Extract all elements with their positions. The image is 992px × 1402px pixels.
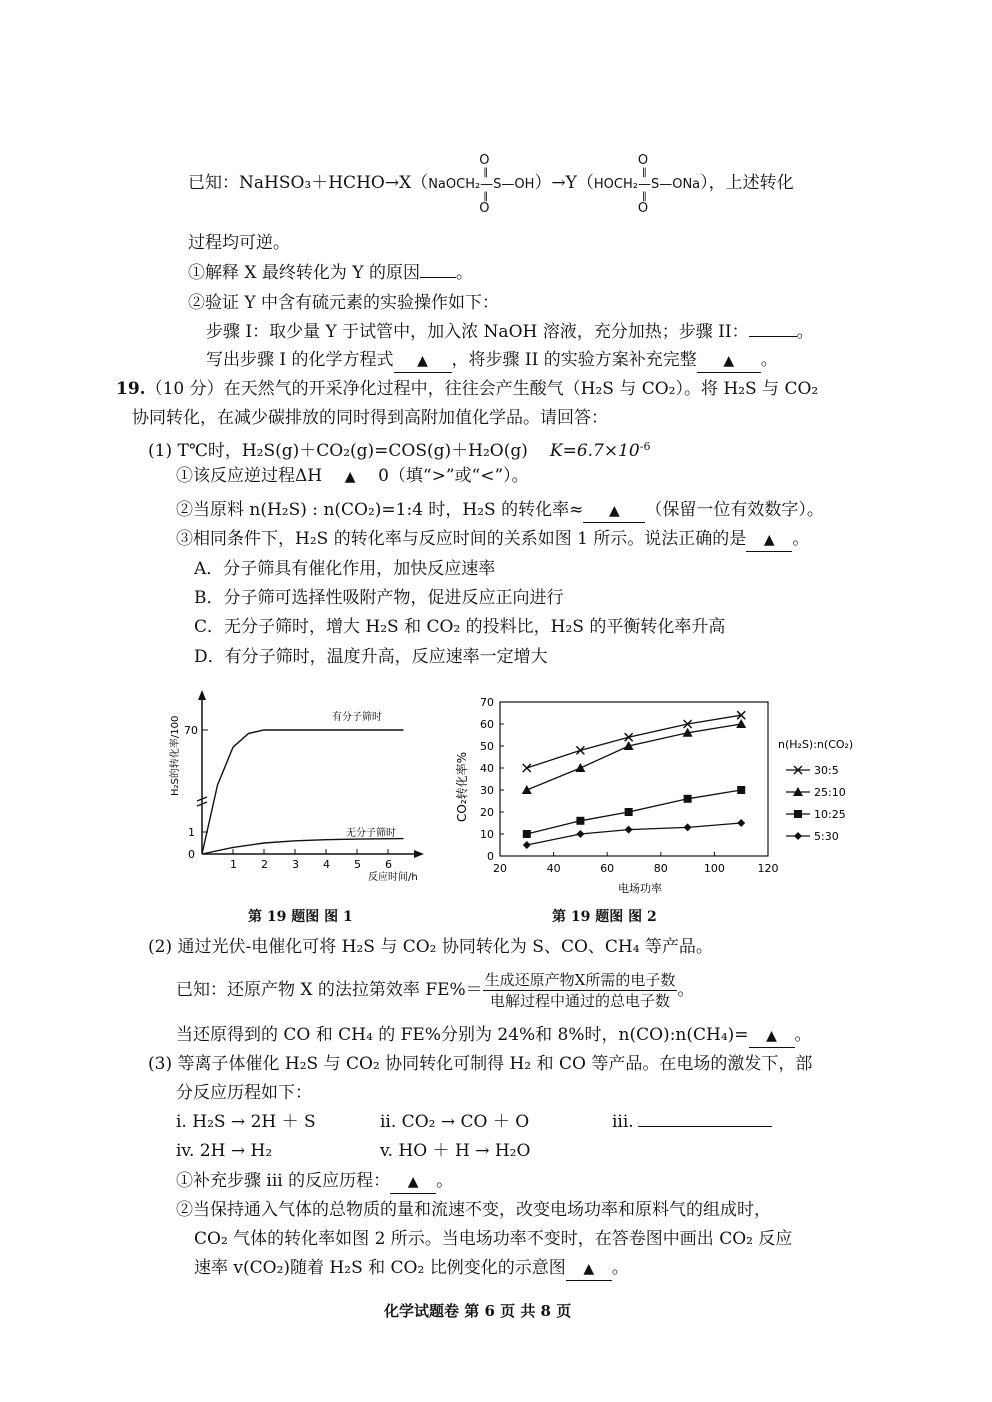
q19-p2-known: 已知：还原产物 X 的法拉第效率 FE%＝ $\frac{\text{生成还原产物X所需的电子数}}{\text{电解过程中通过的总电子数}}$ 。 xyxy=(176,971,695,1010)
fig2-y-tick-label: 30 xyxy=(480,784,494,797)
fig2-data-point xyxy=(737,786,745,794)
answer-blank[interactable] xyxy=(583,499,645,523)
triangle-mark-icon: ▲ xyxy=(763,532,775,548)
fig1-y-tick-label: 1 xyxy=(188,826,195,839)
q18-write: 写出步骤 I 的化学方程式 ▲ ，将步骤 II 的实验方案补充完整 ▲ 。 xyxy=(206,349,778,373)
q19-p1-2: ②当原料 n(H₂S) : n(CO₂)=1:4 时，H₂S 的转化率≈ ▲ （保留一位有效数字）。 xyxy=(176,499,824,523)
figure-2-chart xyxy=(448,692,868,902)
q19-p1-3: ③相同条件下，H₂S 的转化率与反应时间的关系如图 1 所示。说法正确的是 ▲ 。 xyxy=(176,528,809,552)
known-reaction xyxy=(188,153,794,216)
fig2-x-tick-label: 60 xyxy=(600,862,615,875)
q19-p1-head: (1) T℃时，H₂S(g)＋CO₂(g)=COS(g)＋H₂O(g) $K=6.7\times 10^{-6}$ xyxy=(148,440,651,461)
fig2-legend-title: n(H₂S):n(CO₂) xyxy=(778,738,854,751)
triangle-mark-icon: ▲ xyxy=(723,353,735,369)
fe-numerator: 生成还原产物X所需的电子数 xyxy=(484,971,676,989)
fig1-x-tick-label: 1 xyxy=(230,858,237,871)
q18-step: 步骤 I：取少量 Y 于试管中，加入浓 NaOH 溶液，充分加热；步骤 II： 。 xyxy=(206,322,814,342)
figure-2-caption: 第 19 题图 图 2 xyxy=(552,909,657,925)
figure-1-plot xyxy=(168,690,424,883)
structure-x: NaOCH₂—S—OH O ‖ ‖ O xyxy=(428,174,534,196)
fig2-y-tick-label: 60 xyxy=(480,718,494,731)
fig1-y-axis-label: H₂S的转化率/100 xyxy=(170,715,181,796)
fig2-data-point xyxy=(625,826,633,834)
structure-x-o-top: O xyxy=(479,153,490,168)
q18-item1: ①解释 X 最终转化为 Y 的原因 。 xyxy=(188,263,473,283)
fig2-data-point xyxy=(523,764,531,772)
structure-y: HOCH₂—S—ONa O ‖ ‖ O xyxy=(594,174,700,196)
fig2-series-line-10:25 xyxy=(527,790,741,834)
fig1-series-label-with-sieve: 有分子筛时 xyxy=(332,712,382,723)
answer-blank[interactable] xyxy=(394,349,452,373)
fig2-x-axis-label: 电场功率 xyxy=(618,882,662,895)
answer-blank[interactable] xyxy=(638,1126,772,1127)
q19-p3-q1: ①补充步骤 iii 的反应历程： ▲ 。 xyxy=(176,1170,453,1194)
fig2-data-point xyxy=(684,823,692,831)
fig1-y-tick-label: 70 xyxy=(184,724,198,737)
known-suffix: ），上述转化 xyxy=(700,173,794,193)
option-a: A．分子筛具有催化作用，加快反应速率 xyxy=(194,559,496,579)
known-prefix: 已知：NaHSO₃＋HCHO→X（ xyxy=(188,173,429,193)
structure-y-double-bottom: ‖ xyxy=(641,191,647,202)
triangle-mark-icon: ▲ xyxy=(583,1261,595,1277)
fig1-series-label-without-sieve: 无分子筛时 xyxy=(346,828,396,839)
fig2-legend-marker xyxy=(794,810,802,818)
triangle-mark-icon: ▲ xyxy=(344,469,356,485)
fig1-x-tick-label: 3 xyxy=(292,858,299,871)
q19-p3-q2-line1: ②当保持通入气体的总物质的量和流速不变，改变电场功率和原料气的组成时， xyxy=(176,1200,771,1220)
figure-1-chart xyxy=(160,688,450,898)
fig2-y-tick-label: 40 xyxy=(480,762,494,775)
fig2-y-tick-label: 20 xyxy=(480,806,494,819)
answer-blank[interactable] xyxy=(749,336,797,337)
fig2-y-tick-label: 10 xyxy=(480,828,494,841)
fig2-x-tick-label: 100 xyxy=(703,862,725,875)
reaction-step-iv: iv. 2H → H₂ xyxy=(176,1141,273,1161)
page-footer: 化学试题卷 第 6 页 共 8 页 xyxy=(384,1302,572,1320)
fig2-data-point xyxy=(523,841,531,849)
fig2-legend-label: 25:10 xyxy=(814,786,846,799)
fig2-x-tick-label: 20 xyxy=(493,862,507,875)
structure-x-double-bottom: ‖ xyxy=(483,191,489,202)
known-mid: ）→Y（ xyxy=(534,173,594,193)
fig2-x-tick-label: 80 xyxy=(653,862,668,875)
fig1-x-axis-label: 反应时间/h xyxy=(368,872,418,883)
fig1-x-tick-label: 2 xyxy=(261,858,268,871)
fig2-data-point xyxy=(576,746,584,754)
fig2-data-point xyxy=(523,830,531,838)
triangle-mark-icon: ▲ xyxy=(417,353,428,369)
fig2-data-point xyxy=(737,819,745,827)
q19-intro-line2: 协同转化，在减少碳排放的同时得到高附加值化学品。请回答： xyxy=(132,408,608,428)
fig1-x-arrow-icon xyxy=(414,850,424,858)
option-b: B．分子筛可选择性吸附产物，促进反应正向进行 xyxy=(194,588,564,608)
fig2-y-tick-label: 70 xyxy=(480,696,494,709)
q19-p2: (2) 通过光伏-电催化可将 H₂S 与 CO₂ 协同转化为 S、CO、CH₄ 等产品。 xyxy=(148,937,713,957)
answer-blank[interactable] xyxy=(746,528,792,552)
structure-y-double-top: ‖ xyxy=(641,167,647,178)
fig2-y-tick-label: 0 xyxy=(487,850,494,863)
answer-blank[interactable] xyxy=(390,1170,436,1194)
reaction-step-v: v. HO ＋ H → H₂O xyxy=(380,1141,531,1161)
q19-p1-1: ①该反应逆过程ΔH ▲ 0（填“>”或“<”）。 xyxy=(176,466,529,486)
answer-blank[interactable] xyxy=(322,465,378,488)
structure-x-double-top: ‖ xyxy=(483,167,489,178)
answer-blank[interactable] xyxy=(566,1257,612,1281)
fig1-y-tick-label: 0 xyxy=(188,848,195,861)
fig1-x-tick-label: 4 xyxy=(323,858,330,871)
q19-p3-q2-line2: CO₂ 气体的转化率如图 2 所示。当电场功率不变时，在答卷图中画出 CO₂ 反应 xyxy=(194,1229,793,1249)
option-c: C．无分子筛时，增大 H₂S 和 CO₂ 的投料比，H₂S 的平衡转化率升高 xyxy=(194,617,726,637)
structure-y-o-top: O xyxy=(637,153,649,168)
fig2-x-tick-label: 120 xyxy=(757,862,779,875)
fig2-data-point xyxy=(684,795,692,803)
fig2-legend-label: 10:25 xyxy=(814,808,846,821)
fig2-data-point xyxy=(736,719,746,728)
fig1-series-without-sieve xyxy=(202,839,404,854)
fig2-legend-marker xyxy=(794,832,802,840)
fig2-data-point xyxy=(575,763,585,772)
structure-x-o-bottom: O xyxy=(479,201,490,216)
q18-item2: ②验证 Y 中含有硫元素的实验操作如下： xyxy=(188,293,500,313)
fig2-data-point xyxy=(625,808,633,816)
fe-fraction xyxy=(483,970,678,1011)
answer-blank[interactable] xyxy=(697,349,761,373)
fig2-legend-label: 30:5 xyxy=(814,764,839,777)
fig2-series-line-30:5 xyxy=(527,715,741,768)
fig2-data-point xyxy=(576,830,584,838)
answer-blank[interactable] xyxy=(420,277,456,278)
q19-p3-q2-line3: 速率 v(CO₂)随着 H₂S 和 CO₂ 比例变化的示意图 ▲ 。 xyxy=(194,1257,629,1281)
reaction-step-ii: ii. CO₂ → CO ＋ O xyxy=(380,1112,530,1132)
figure-2-plot xyxy=(480,696,779,875)
triangle-mark-icon: ▲ xyxy=(766,1028,777,1044)
answer-blank[interactable] xyxy=(749,1024,795,1048)
reaction-step-iii: iii. xyxy=(612,1111,772,1133)
q19-p2-question: 当还原得到的 CO 和 CH₄ 的 FE%分别为 24%和 8%时，n(CO):n(CH₄)= ▲ 。 xyxy=(176,1024,812,1048)
triangle-mark-icon: ▲ xyxy=(407,1174,419,1190)
option-d: D．有分子筛时，温度升高，反应速率一定增大 xyxy=(194,647,548,667)
fig2-legend-label: 5:30 xyxy=(814,830,839,843)
figure-1-caption: 第 19 题图 图 1 xyxy=(248,909,353,925)
fig2-data-point xyxy=(522,785,532,794)
fig1-x-tick-label: 6 xyxy=(385,858,392,871)
known-continuation: 过程均可逆。 xyxy=(188,233,290,253)
fig2-y-tick-label: 50 xyxy=(480,740,494,753)
triangle-mark-icon: ▲ xyxy=(608,503,620,519)
fig2-data-point xyxy=(576,817,584,825)
reaction-step-i: i. H₂S → 2H ＋ S xyxy=(176,1112,316,1132)
fig1-y-arrow-icon xyxy=(198,690,206,700)
fig1-x-tick-label: 5 xyxy=(354,858,361,871)
q19-number: 19. xyxy=(116,379,146,399)
fig2-y-axis-label: CO₂转化率% xyxy=(455,751,469,822)
fig2-x-tick-label: 40 xyxy=(546,862,561,875)
fe-denominator: 电解过程中通过的总电子数 xyxy=(490,992,671,1010)
structure-y-o-bottom: O xyxy=(637,201,649,216)
q19-p3-line2: 分反应历程如下： xyxy=(176,1083,312,1103)
fig2-frame xyxy=(500,702,768,856)
q19-p3-line1: (3) 等离子体催化 H₂S 与 CO₂ 协同转化可制得 H₂ 和 CO 等产品。在电场的激发下，部 xyxy=(148,1054,813,1074)
q19-intro-line1: 19.（10 分）在天然气的开采净化过程中，往往会产生酸气（H₂S 与 CO₂）。将 H₂S 与 CO₂ xyxy=(116,379,819,399)
